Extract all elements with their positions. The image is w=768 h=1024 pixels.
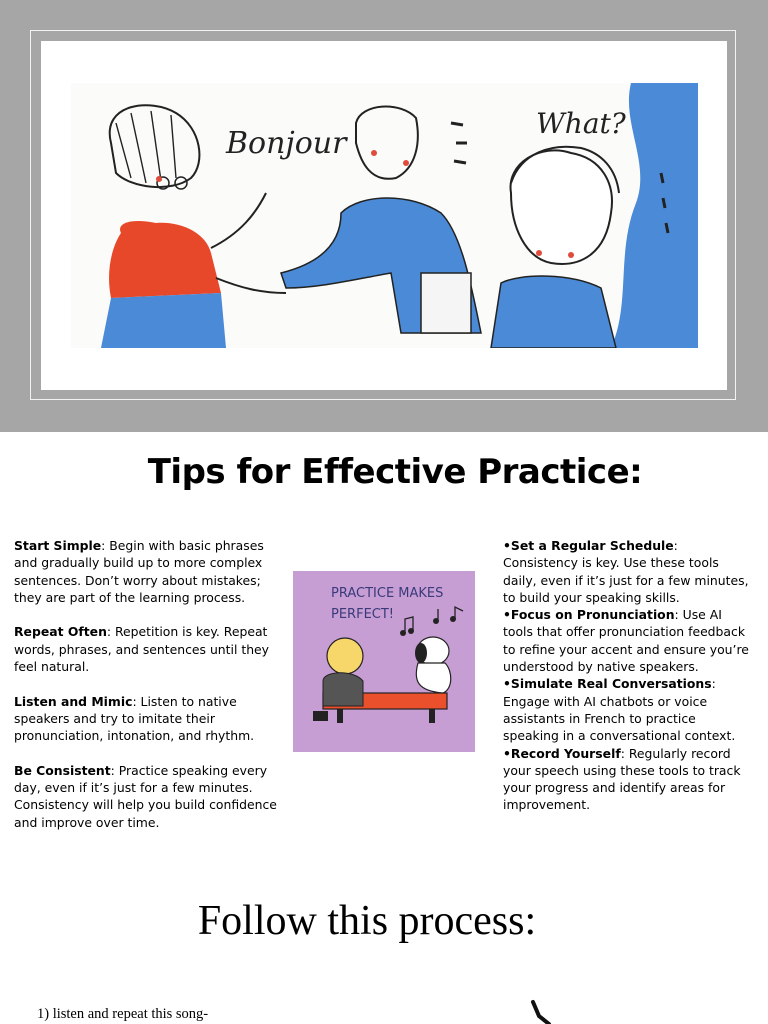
process-step: 1) listen and repeat this song-: [37, 1006, 209, 1022]
tip-item: [14, 537, 282, 606]
tip-item: [14, 693, 282, 745]
tip-item: [503, 745, 753, 814]
tip-title: Start Simple: [14, 538, 102, 553]
tip-text: : Listen to native speakers and try to imitate their pronunciation, intonation, and rhythm.: [14, 693, 255, 744]
tip-text: : Repetition is key. Repeat words, phrases, and sentences until they feel natural.: [14, 624, 270, 675]
tip-title: •Set a Regular Schedule: [503, 538, 674, 553]
tip-text: : Use AI tools that offer pronunciation feedback to refine your accent and ensure you’re understood by native speakers.: [503, 607, 749, 675]
tip-item: [14, 762, 282, 831]
tip-text: : Begin with basic phrases and gradually build up to more complex sentences. Don’t worry about mistakes; they are part of the learning process.: [14, 538, 264, 605]
tip-text: : Practice speaking every day, even if it’s just for a few minutes. Consistency will help you build confidence and improve over time.: [14, 762, 277, 830]
tip-title: •Record Yourself: [503, 745, 621, 761]
tip-item: [503, 606, 753, 675]
conversation-illustration: [71, 83, 698, 348]
image-caption-line-2: PERFECT!: [331, 607, 395, 622]
tip-text: : Consistency is key. Use these tools daily, even if it’s just for a few minutes, to build your speaking skills.: [503, 538, 749, 605]
tip-title: •Focus on Pronunciation: [503, 607, 675, 623]
tip-title: Be Consistent: [14, 762, 111, 778]
tip-text: : Regularly record your speech using these tools to track your progress and identify areas for improvement.: [503, 745, 741, 813]
tips-left-column: [14, 537, 282, 848]
tip-title: Repeat Often: [14, 624, 107, 640]
tip-text: : Engage with AI chatbots or voice assistants in French to practice speaking in a conversational context.: [503, 676, 736, 744]
pen-stroke-graphic: [525, 998, 565, 1024]
tip-item: [14, 623, 282, 675]
tips-right-column: [503, 537, 753, 814]
image-caption: PRACTICE MAKES PERFECT!: [331, 586, 444, 622]
speech-bonjour: Bonjour: [226, 126, 347, 161]
practice-makes-perfect-image: [293, 571, 475, 752]
speech-what: What?: [536, 107, 626, 140]
tip-item: [503, 537, 753, 606]
tips-heading: Tips for Effective Practice:: [147, 452, 643, 492]
tip-item: [503, 675, 753, 744]
tip-title: •Simulate Real Conversations: [503, 676, 712, 692]
tip-title: Listen and Mimic: [14, 693, 133, 709]
process-title: Follow this process:: [197, 898, 537, 944]
